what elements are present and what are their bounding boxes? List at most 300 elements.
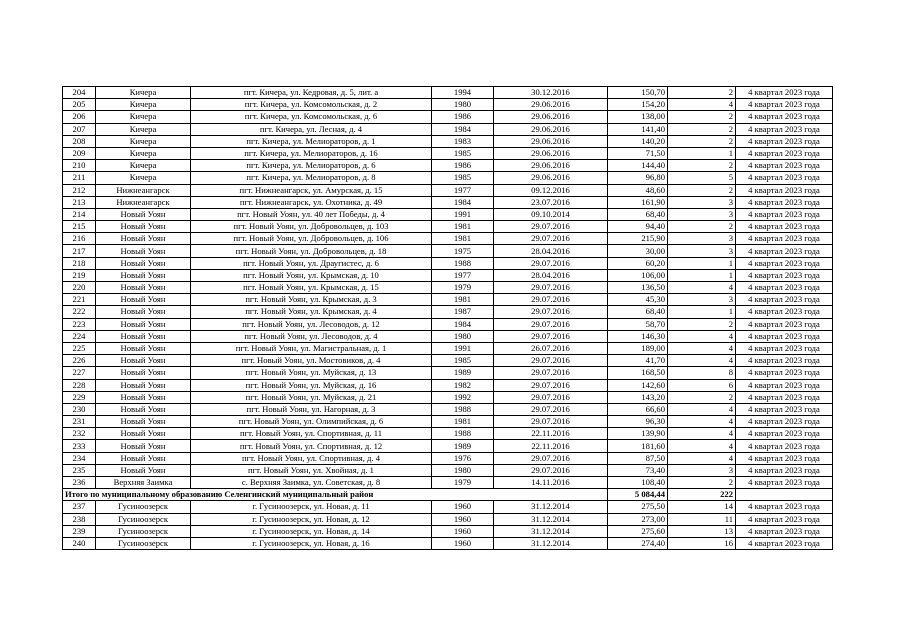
- address-cell: пгт. Новый Уоян, ул. Лесоводов, д. 4: [191, 330, 432, 342]
- table-row: [63, 416, 833, 428]
- table-row: [63, 403, 833, 415]
- table-row: [63, 294, 833, 306]
- row-number: 232: [63, 428, 96, 440]
- date-cell: 28.04.2016: [494, 245, 608, 257]
- settlement-cell: Новый Уоян: [96, 282, 191, 294]
- area-cell: 275,60: [608, 525, 668, 537]
- settlement-cell: Новый Уоян: [96, 440, 191, 452]
- table-row: [63, 440, 833, 452]
- row-number: 216: [63, 233, 96, 245]
- residents-cell: 4: [668, 330, 736, 342]
- table-row: [63, 428, 833, 440]
- deadline-cell: 4 квартал 2023 года: [736, 221, 833, 233]
- settlement-cell: Гусиноозерск: [96, 525, 191, 537]
- address-cell: пгт. Новый Уоян, ул. Добровольцев, д. 18: [191, 245, 432, 257]
- table-row: [63, 160, 833, 172]
- deadline-cell: 4 квартал 2023 года: [736, 452, 833, 464]
- address-cell: пгт. Новый Уоян, ул. Крымская, д. 10: [191, 269, 432, 281]
- year-cell: 1980: [432, 99, 494, 111]
- deadline-cell: 4 квартал 2023 года: [736, 355, 833, 367]
- table-row: [63, 379, 833, 391]
- address-cell: пгт. Кичера, ул. Комсомольская, д. 6: [191, 111, 432, 123]
- year-cell: 1980: [432, 330, 494, 342]
- address-cell: пгт. Новый Уоян, ул. Муйская, д. 21: [191, 391, 432, 403]
- table-row: [63, 135, 833, 147]
- settlement-cell: Новый Уоян: [96, 269, 191, 281]
- table-row: [63, 184, 833, 196]
- table-row: [63, 464, 833, 476]
- year-cell: 1981: [432, 416, 494, 428]
- row-number: 226: [63, 355, 96, 367]
- settlement-cell: Новый Уоян: [96, 367, 191, 379]
- date-cell: 29.07.2016: [494, 403, 608, 415]
- date-cell: 29.07.2016: [494, 233, 608, 245]
- date-cell: 22.11.2016: [494, 428, 608, 440]
- year-cell: 1979: [432, 282, 494, 294]
- table-row: [63, 282, 833, 294]
- address-cell: пгт. Новый Уоян, ул. 40 лет Победы, д. 4: [191, 208, 432, 220]
- address-cell: пгт. Кичера, ул. Мелиораторов, д. 16: [191, 147, 432, 159]
- residents-cell: 14: [668, 501, 736, 513]
- residents-cell: 13: [668, 525, 736, 537]
- row-number: 230: [63, 403, 96, 415]
- table-row: [63, 99, 833, 111]
- table-row: [63, 269, 833, 281]
- area-cell: 87,50: [608, 452, 668, 464]
- settlement-cell: Кичера: [96, 111, 191, 123]
- table-row: [63, 537, 833, 549]
- address-cell: пгт. Нижнеангарск, ул. Охотника, д. 49: [191, 196, 432, 208]
- area-cell: 140,20: [608, 135, 668, 147]
- settlement-cell: Новый Уоян: [96, 342, 191, 354]
- area-cell: 66,60: [608, 403, 668, 415]
- table-row: [63, 196, 833, 208]
- row-number: 205: [63, 99, 96, 111]
- deadline-cell: 4 квартал 2023 года: [736, 379, 833, 391]
- row-number: 228: [63, 379, 96, 391]
- date-cell: 29.06.2016: [494, 160, 608, 172]
- year-cell: 1989: [432, 367, 494, 379]
- area-cell: 60,20: [608, 257, 668, 269]
- settlement-cell: Новый Уоян: [96, 416, 191, 428]
- residents-cell: 3: [668, 196, 736, 208]
- address-cell: пгт. Кичера, ул. Комсомольская, д. 2: [191, 99, 432, 111]
- address-cell: пгт. Новый Уоян, ул. Муйская, д. 16: [191, 379, 432, 391]
- table-row: [63, 123, 833, 135]
- year-cell: 1982: [432, 379, 494, 391]
- area-cell: 181,60: [608, 440, 668, 452]
- date-cell: 31.12.2014: [494, 537, 608, 549]
- row-number: 237: [63, 501, 96, 513]
- year-cell: 1984: [432, 123, 494, 135]
- row-number: 227: [63, 367, 96, 379]
- residents-cell: 2: [668, 221, 736, 233]
- residents-cell: 2: [668, 123, 736, 135]
- settlement-cell: Кичера: [96, 123, 191, 135]
- row-number: 221: [63, 294, 96, 306]
- deadline-cell: 4 квартал 2023 года: [736, 464, 833, 476]
- table-row: [63, 245, 833, 257]
- address-cell: пгт. Новый Уоян, ул. Олимпийская, д. 6: [191, 416, 432, 428]
- deadline-cell: 4 квартал 2023 года: [736, 428, 833, 440]
- date-cell: 29.07.2016: [494, 306, 608, 318]
- row-number: 212: [63, 184, 96, 196]
- date-cell: 29.07.2016: [494, 367, 608, 379]
- row-number: 211: [63, 172, 96, 184]
- row-number: 207: [63, 123, 96, 135]
- area-cell: 45,30: [608, 294, 668, 306]
- row-number: 229: [63, 391, 96, 403]
- deadline-cell: 4 квартал 2023 года: [736, 525, 833, 537]
- residents-cell: 1: [668, 257, 736, 269]
- date-cell: 29.07.2016: [494, 330, 608, 342]
- residents-cell: 4: [668, 99, 736, 111]
- address-cell: пгт. Новый Уоян, ул. Крымская, д. 15: [191, 282, 432, 294]
- deadline-cell: 4 квартал 2023 года: [736, 123, 833, 135]
- date-cell: 29.07.2016: [494, 464, 608, 476]
- address-cell: пгт. Новый Уоян, ул. Драугистес, д. 6: [191, 257, 432, 269]
- row-number: 236: [63, 477, 96, 489]
- year-cell: 1977: [432, 269, 494, 281]
- table-row: [63, 452, 833, 464]
- date-cell: 09.12.2016: [494, 184, 608, 196]
- deadline-cell: 4 квартал 2023 года: [736, 111, 833, 123]
- row-number: 220: [63, 282, 96, 294]
- address-cell: пгт. Кичера, ул. Мелиораторов, д. 8: [191, 172, 432, 184]
- year-cell: 1988: [432, 257, 494, 269]
- settlement-cell: Новый Уоян: [96, 245, 191, 257]
- residents-cell: 5: [668, 172, 736, 184]
- row-number: 208: [63, 135, 96, 147]
- table-row: [63, 318, 833, 330]
- year-cell: 1980: [432, 464, 494, 476]
- year-cell: 1989: [432, 440, 494, 452]
- row-number: 219: [63, 269, 96, 281]
- row-number: 240: [63, 537, 96, 549]
- total-residents: 222: [668, 489, 736, 501]
- residents-cell: 4: [668, 440, 736, 452]
- area-cell: 68,40: [608, 306, 668, 318]
- date-cell: 28.04.2016: [494, 269, 608, 281]
- residents-cell: 3: [668, 245, 736, 257]
- row-number: 224: [63, 330, 96, 342]
- deadline-cell: 4 квартал 2023 года: [736, 184, 833, 196]
- address-cell: пгт. Новый Уоян, ул. Мостовиков, д. 4: [191, 355, 432, 367]
- year-cell: 1960: [432, 537, 494, 549]
- year-cell: 1975: [432, 245, 494, 257]
- area-cell: 142,60: [608, 379, 668, 391]
- settlement-cell: Кичера: [96, 87, 191, 99]
- table-row: [63, 391, 833, 403]
- address-cell: с. Верхняя Заимка, ул. Советская, д. 8: [191, 477, 432, 489]
- residents-cell: 4: [668, 342, 736, 354]
- deadline-cell: 4 квартал 2023 года: [736, 233, 833, 245]
- deadline-cell: 4 квартал 2023 года: [736, 403, 833, 415]
- table-row: [63, 501, 833, 513]
- year-cell: 1986: [432, 111, 494, 123]
- year-cell: 1987: [432, 306, 494, 318]
- row-number: 209: [63, 147, 96, 159]
- deadline-cell: 4 квартал 2023 года: [736, 477, 833, 489]
- total-label: Итого по муниципальному образованию Селенгинский муниципальный район: [63, 489, 608, 501]
- area-cell: 154,20: [608, 99, 668, 111]
- year-cell: 1981: [432, 221, 494, 233]
- settlement-cell: Новый Уоян: [96, 355, 191, 367]
- table-row: [63, 111, 833, 123]
- residents-cell: 2: [668, 184, 736, 196]
- row-number: 235: [63, 464, 96, 476]
- residents-cell: 2: [668, 87, 736, 99]
- address-cell: пгт. Новый Уоян, ул. Крымская, д. 3: [191, 294, 432, 306]
- table-row: [63, 342, 833, 354]
- deadline-cell: 4 квартал 2023 года: [736, 513, 833, 525]
- row-number: 206: [63, 111, 96, 123]
- date-cell: 14.11.2016: [494, 477, 608, 489]
- date-cell: 29.07.2016: [494, 379, 608, 391]
- address-cell: пгт. Новый Уоян, ул. Крымская, д. 4: [191, 306, 432, 318]
- area-cell: 141,40: [608, 123, 668, 135]
- table-row: [63, 233, 833, 245]
- row-number: 223: [63, 318, 96, 330]
- year-cell: 1960: [432, 525, 494, 537]
- date-cell: 29.07.2016: [494, 221, 608, 233]
- year-cell: 1985: [432, 172, 494, 184]
- table-row: [63, 355, 833, 367]
- row-number: 238: [63, 513, 96, 525]
- area-cell: 275,50: [608, 501, 668, 513]
- date-cell: 22.11.2016: [494, 440, 608, 452]
- table-row: [63, 367, 833, 379]
- date-cell: 29.07.2016: [494, 282, 608, 294]
- date-cell: 29.06.2016: [494, 99, 608, 111]
- address-cell: г. Гусиноозерск, ул. Новая, д. 11: [191, 501, 432, 513]
- settlement-cell: Новый Уоян: [96, 452, 191, 464]
- address-cell: пгт. Новый Уоян, ул. Добровольцев, д. 103: [191, 221, 432, 233]
- settlement-cell: Новый Уоян: [96, 306, 191, 318]
- date-cell: 29.06.2016: [494, 123, 608, 135]
- date-cell: 29.07.2016: [494, 257, 608, 269]
- settlement-cell: Кичера: [96, 135, 191, 147]
- deadline-cell: 4 квартал 2023 года: [736, 208, 833, 220]
- area-cell: 189,00: [608, 342, 668, 354]
- year-cell: 1979: [432, 477, 494, 489]
- residents-cell: 16: [668, 537, 736, 549]
- date-cell: 29.07.2016: [494, 355, 608, 367]
- table-row: [63, 525, 833, 537]
- residents-cell: 4: [668, 452, 736, 464]
- settlement-cell: Новый Уоян: [96, 330, 191, 342]
- table-body: [63, 87, 833, 550]
- settlement-cell: Верхняя Заимка: [96, 477, 191, 489]
- residents-cell: 2: [668, 135, 736, 147]
- settlement-cell: Новый Уоян: [96, 318, 191, 330]
- deadline-cell: 4 квартал 2023 года: [736, 537, 833, 549]
- date-cell: 31.12.2014: [494, 525, 608, 537]
- deadline-cell: 4 квартал 2023 года: [736, 416, 833, 428]
- settlement-cell: Кичера: [96, 160, 191, 172]
- residents-cell: 1: [668, 269, 736, 281]
- area-cell: 138,00: [608, 111, 668, 123]
- table-row: [63, 221, 833, 233]
- date-cell: 29.07.2016: [494, 416, 608, 428]
- address-cell: пгт. Кичера, ул. Мелиораторов, д. 6: [191, 160, 432, 172]
- address-cell: г. Гусиноозерск, ул. Новая, д. 12: [191, 513, 432, 525]
- deadline-cell: 4 квартал 2023 года: [736, 87, 833, 99]
- row-number: 204: [63, 87, 96, 99]
- area-cell: 274,40: [608, 537, 668, 549]
- deadline-cell: 4 квартал 2023 года: [736, 269, 833, 281]
- settlement-cell: Новый Уоян: [96, 379, 191, 391]
- settlement-cell: Новый Уоян: [96, 428, 191, 440]
- total-row: [63, 489, 833, 501]
- row-number: 213: [63, 196, 96, 208]
- settlement-cell: Новый Уоян: [96, 208, 191, 220]
- residents-cell: 8: [668, 367, 736, 379]
- deadline-cell: 4 квартал 2023 года: [736, 342, 833, 354]
- year-cell: 1988: [432, 428, 494, 440]
- area-cell: 139,90: [608, 428, 668, 440]
- area-cell: 146,30: [608, 330, 668, 342]
- residents-cell: 3: [668, 464, 736, 476]
- area-cell: 73,40: [608, 464, 668, 476]
- deadline-cell: 4 квартал 2023 года: [736, 172, 833, 184]
- deadline-cell: 4 квартал 2023 года: [736, 135, 833, 147]
- area-cell: 58,70: [608, 318, 668, 330]
- area-cell: 96,80: [608, 172, 668, 184]
- year-cell: 1988: [432, 403, 494, 415]
- deadline-cell: 4 квартал 2023 года: [736, 99, 833, 111]
- year-cell: 1991: [432, 342, 494, 354]
- residents-cell: 4: [668, 416, 736, 428]
- date-cell: 09.10.2014: [494, 208, 608, 220]
- table-row: [63, 477, 833, 489]
- total-empty-cell: [736, 489, 833, 501]
- settlement-cell: Кичера: [96, 172, 191, 184]
- settlement-cell: Нижнеангарск: [96, 184, 191, 196]
- row-number: 233: [63, 440, 96, 452]
- date-cell: 29.07.2016: [494, 294, 608, 306]
- deadline-cell: 4 квартал 2023 года: [736, 294, 833, 306]
- row-number: 225: [63, 342, 96, 354]
- total-area: 5 084,44: [608, 489, 668, 501]
- address-cell: пгт. Новый Уоян, ул. Муйская, д. 13: [191, 367, 432, 379]
- year-cell: 1984: [432, 196, 494, 208]
- year-cell: 1981: [432, 294, 494, 306]
- table-row: [63, 330, 833, 342]
- address-cell: пгт. Новый Уоян, ул. Спортивная, д. 12: [191, 440, 432, 452]
- residents-cell: 1: [668, 306, 736, 318]
- row-number: 239: [63, 525, 96, 537]
- row-number: 210: [63, 160, 96, 172]
- area-cell: 273,00: [608, 513, 668, 525]
- deadline-cell: 4 квартал 2023 года: [736, 160, 833, 172]
- row-number: 231: [63, 416, 96, 428]
- settlement-cell: Гусиноозерск: [96, 501, 191, 513]
- row-number: 222: [63, 306, 96, 318]
- residents-cell: 4: [668, 282, 736, 294]
- address-cell: пгт. Новый Уоян, ул. Спортивная, д. 11: [191, 428, 432, 440]
- residents-cell: 1: [668, 147, 736, 159]
- residents-cell: 11: [668, 513, 736, 525]
- address-cell: пгт. Кичера, ул. Мелиораторов, д. 1: [191, 135, 432, 147]
- residents-cell: 6: [668, 379, 736, 391]
- deadline-cell: 4 квартал 2023 года: [736, 282, 833, 294]
- year-cell: 1976: [432, 452, 494, 464]
- settlement-cell: Новый Уоян: [96, 403, 191, 415]
- settlement-cell: Нижнеангарск: [96, 196, 191, 208]
- date-cell: 31.12.2014: [494, 513, 608, 525]
- deadline-cell: 4 квартал 2023 года: [736, 318, 833, 330]
- area-cell: 161,90: [608, 196, 668, 208]
- row-number: 234: [63, 452, 96, 464]
- address-cell: пгт. Кичера, ул. Кедровая, д. 5, лит. а: [191, 87, 432, 99]
- year-cell: 1985: [432, 355, 494, 367]
- date-cell: 29.06.2016: [494, 111, 608, 123]
- date-cell: 31.12.2014: [494, 501, 608, 513]
- date-cell: 30.12.2016: [494, 87, 608, 99]
- deadline-cell: 4 квартал 2023 года: [736, 440, 833, 452]
- residents-cell: 3: [668, 294, 736, 306]
- deadline-cell: 4 квартал 2023 года: [736, 391, 833, 403]
- date-cell: 29.06.2016: [494, 135, 608, 147]
- table-row: [63, 208, 833, 220]
- date-cell: 26.07.2016: [494, 342, 608, 354]
- deadline-cell: 4 квартал 2023 года: [736, 196, 833, 208]
- settlement-cell: Новый Уоян: [96, 391, 191, 403]
- residents-cell: 2: [668, 318, 736, 330]
- address-cell: пгт. Новый Уоян, ул. Добровольцев, д. 106: [191, 233, 432, 245]
- table-row: [63, 257, 833, 269]
- area-cell: 143,20: [608, 391, 668, 403]
- residents-cell: 4: [668, 355, 736, 367]
- table-row: [63, 147, 833, 159]
- area-cell: 144,40: [608, 160, 668, 172]
- address-cell: пгт. Кичера, ул. Лесная, д. 4: [191, 123, 432, 135]
- settlement-cell: Гусиноозерск: [96, 513, 191, 525]
- date-cell: 23.07.2016: [494, 196, 608, 208]
- area-cell: 136,50: [608, 282, 668, 294]
- settlement-cell: Новый Уоян: [96, 294, 191, 306]
- year-cell: 1960: [432, 513, 494, 525]
- address-cell: пгт. Новый Уоян, ул. Спортивная, д. 4: [191, 452, 432, 464]
- deadline-cell: 4 квартал 2023 года: [736, 367, 833, 379]
- date-cell: 29.07.2016: [494, 452, 608, 464]
- address-cell: г. Гусиноозерск, ул. Новая, д. 16: [191, 537, 432, 549]
- settlement-cell: Кичера: [96, 147, 191, 159]
- address-cell: пгт. Нижнеангарск, ул. Амурская, д. 15: [191, 184, 432, 196]
- address-cell: пгт. Новый Уоян, ул. Магистральная, д. 1: [191, 342, 432, 354]
- address-cell: г. Гусиноозерск, ул. Новая, д. 14: [191, 525, 432, 537]
- year-cell: 1986: [432, 160, 494, 172]
- settlement-cell: Новый Уоян: [96, 257, 191, 269]
- year-cell: 1984: [432, 318, 494, 330]
- area-cell: 215,90: [608, 233, 668, 245]
- deadline-cell: 4 квартал 2023 года: [736, 306, 833, 318]
- housing-table: [62, 86, 833, 550]
- area-cell: 106,00: [608, 269, 668, 281]
- year-cell: 1960: [432, 501, 494, 513]
- area-cell: 94,40: [608, 221, 668, 233]
- row-number: 215: [63, 221, 96, 233]
- settlement-cell: Гусиноозерск: [96, 537, 191, 549]
- date-cell: 29.06.2016: [494, 147, 608, 159]
- row-number: 218: [63, 257, 96, 269]
- area-cell: 71,50: [608, 147, 668, 159]
- deadline-cell: 4 квартал 2023 года: [736, 245, 833, 257]
- residents-cell: 3: [668, 233, 736, 245]
- year-cell: 1981: [432, 233, 494, 245]
- settlement-cell: Новый Уоян: [96, 221, 191, 233]
